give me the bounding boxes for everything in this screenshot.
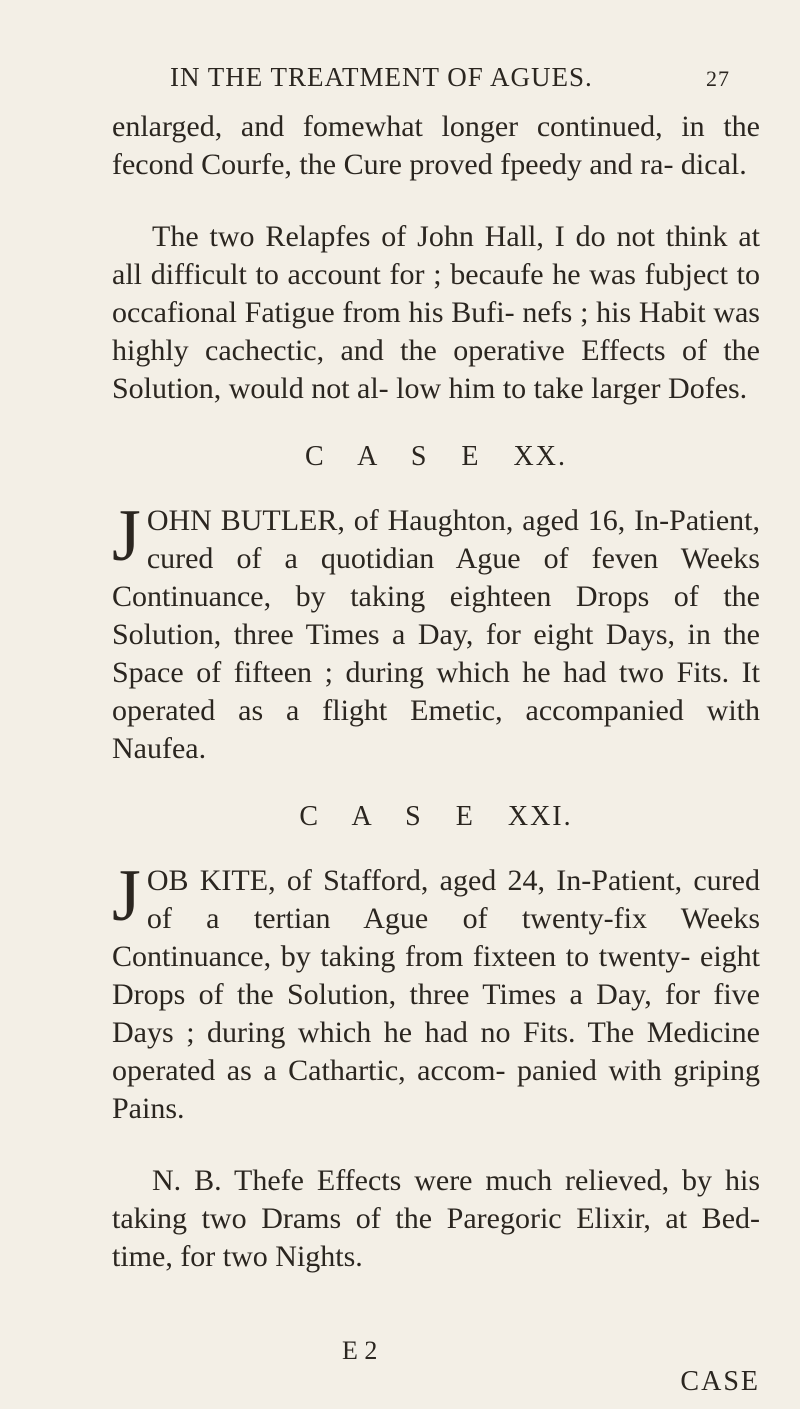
paragraph-relapses: The two Relapfes of John Hall, I do not think at all difficult to account for ; becaufe he was fubject to occafional Fatigue from his Bufi- nefs ; his Habit was highly cachectic, and the operative Effects of the Solution, would not al- low him to take larger Dofes. xyxy=(112,220,760,405)
case-heading-word: C A S E xyxy=(299,801,487,832)
case-21-text xyxy=(112,855,760,1128)
page-number: 27 xyxy=(706,66,730,91)
signature-mark: E 2 xyxy=(342,1336,378,1365)
case-20-text xyxy=(112,495,760,768)
drop-cap: J xyxy=(112,495,141,577)
running-header xyxy=(170,62,730,93)
catchword: CASE xyxy=(680,1366,760,1397)
case-heading-number: XX. xyxy=(513,441,567,472)
page-body xyxy=(112,108,760,1276)
paragraph-continuation: enlarged, and fomewhat longer continued, in the fecond Courfe, the Cure proved fpeedy and ra- dical. xyxy=(112,110,760,181)
case-heading-word: C A S E xyxy=(305,441,493,472)
case-heading-number: XXI. xyxy=(507,801,573,832)
drop-cap: J xyxy=(112,855,141,937)
case-21-note: N. B. Thefe Effects were much relieved, by his taking two Drams of the Paregoric Elixir, at Bed-time, for two Nights. xyxy=(112,1164,760,1273)
case-21-body: OB KITE, of Stafford, aged 24, In-Patient, cured of a tertian Ague of twenty-fix Weeks Continuance, by taking from fixteen to twenty- eight Drops of the Solution, three Times a Day, for five Days ; during which he had no Fits. The Medicine operated as a Cathartic, accom- panied with griping Pains. xyxy=(112,864,760,1125)
case-heading-21 xyxy=(112,798,760,836)
case-heading-20 xyxy=(112,438,760,476)
running-title: IN THE TREATMENT OF AGUES. xyxy=(170,62,593,92)
case-20-body: OHN BUTLER, of Haughton, aged 16, In-Patient, cured of a quotidian Ague of feven Weeks Continuance, by taking eighteen Drops of the Solution, three Times a Day, for eight Days, in the Space of fifteen ; during which he had two Fits. It operated as a flight Emetic, accompanied with Naufea. xyxy=(112,504,760,765)
